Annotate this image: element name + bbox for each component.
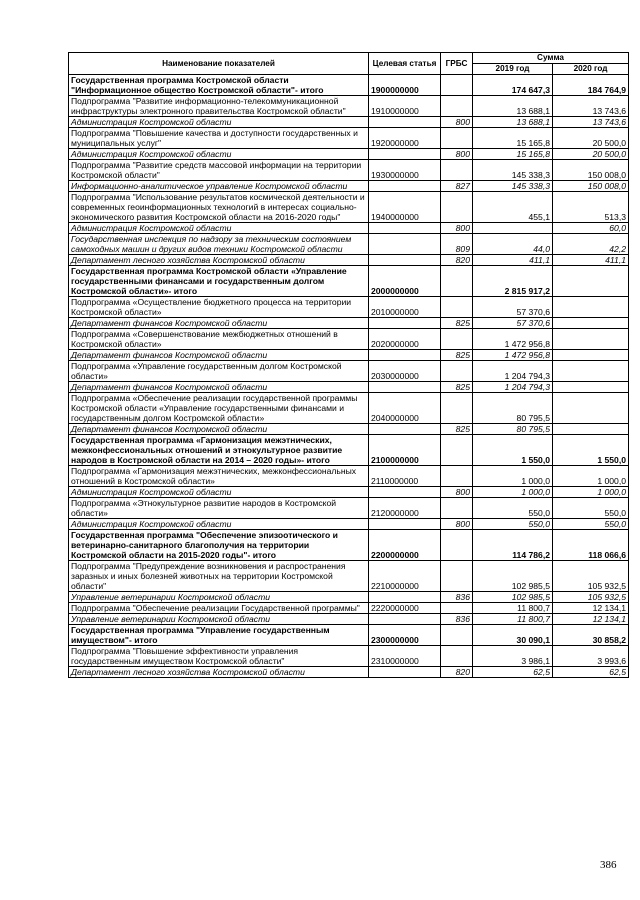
- row-name-cell: Государственная инспекция по надзору за техническим состоянием самоходных машин и других видов техники Костромской области: [69, 234, 369, 255]
- row-name-cell: Государственная программа «Гармонизация межэтнических, межконфессиональных отношений и этнокультурное развитие народов в Костромской области на 2014 – 2020 годы»- итого: [69, 435, 369, 466]
- header-year-2020: 2020 год: [553, 64, 629, 75]
- row-code-cell: 1910000000: [369, 96, 441, 117]
- row-2019-cell: 145 338,3: [473, 160, 553, 181]
- row-2020-cell: 20 500,0: [553, 149, 629, 160]
- row-code-cell: 2120000000: [369, 498, 441, 519]
- row-grbs-cell: [441, 530, 473, 561]
- row-name-cell: Подпрограмма «Этнокультурное развитие народов в Костромской области»: [69, 498, 369, 519]
- row-2020-cell: [553, 393, 629, 424]
- row-code-cell: [369, 181, 441, 192]
- table-row: [69, 75, 629, 96]
- row-name-cell: Администрация Костромской области: [69, 149, 369, 160]
- row-2019-cell: 1 000,0: [473, 466, 553, 487]
- table-row: [69, 625, 629, 646]
- row-grbs-cell: 800: [441, 149, 473, 160]
- row-2019-cell: 1 000,0: [473, 487, 553, 498]
- row-2020-cell: 62,5: [553, 667, 629, 678]
- table-row: [69, 466, 629, 487]
- row-code-cell: 1920000000: [369, 128, 441, 149]
- row-name-cell: Департамент лесного хозяйства Костромской области: [69, 667, 369, 678]
- row-grbs-cell: [441, 625, 473, 646]
- row-name-cell: Администрация Костромской области: [69, 487, 369, 498]
- row-name-cell: Государственная программа Костромской области «Управление государственными финансами и государственным долгом Костромской области»- итого: [69, 266, 369, 297]
- row-code-cell: 2210000000: [369, 561, 441, 592]
- table-row: [69, 382, 629, 393]
- row-2020-cell: 13 743,6: [553, 96, 629, 117]
- row-2019-cell: 145 338,3: [473, 181, 553, 192]
- row-2020-cell: 150 008,0: [553, 181, 629, 192]
- row-grbs-cell: 836: [441, 592, 473, 603]
- row-code-cell: 2310000000: [369, 646, 441, 667]
- row-grbs-cell: [441, 128, 473, 149]
- row-grbs-cell: 825: [441, 424, 473, 435]
- table-header-row: [69, 53, 629, 64]
- row-2020-cell: [553, 266, 629, 297]
- row-grbs-cell: 820: [441, 667, 473, 678]
- row-2020-cell: [553, 318, 629, 329]
- row-2019-cell: 114 786,2: [473, 530, 553, 561]
- row-code-cell: [369, 382, 441, 393]
- table-row: [69, 350, 629, 361]
- row-2020-cell: 1 000,0: [553, 466, 629, 487]
- table-row: [69, 329, 629, 350]
- row-name-cell: Департамент финансов Костромской области: [69, 382, 369, 393]
- row-grbs-cell: [441, 561, 473, 592]
- row-2020-cell: [553, 424, 629, 435]
- row-code-cell: [369, 350, 441, 361]
- row-grbs-cell: 825: [441, 318, 473, 329]
- table-row: [69, 667, 629, 678]
- row-code-cell: 2200000000: [369, 530, 441, 561]
- row-grbs-cell: [441, 646, 473, 667]
- row-code-cell: 1930000000: [369, 160, 441, 181]
- row-code-cell: [369, 255, 441, 266]
- row-2020-cell: [553, 297, 629, 318]
- row-code-cell: [369, 424, 441, 435]
- table-row: [69, 424, 629, 435]
- row-2019-cell: 1 550,0: [473, 435, 553, 466]
- row-name-cell: Подпрограмма «Осуществление бюджетного процесса на территории Костромской области»: [69, 297, 369, 318]
- row-2020-cell: [553, 329, 629, 350]
- row-name-cell: Информационно-аналитическое управление Костромской области: [69, 181, 369, 192]
- table-row: [69, 192, 629, 223]
- table-row: [69, 592, 629, 603]
- table-row: [69, 393, 629, 424]
- row-name-cell: Департамент финансов Костромской области: [69, 350, 369, 361]
- row-grbs-cell: 809: [441, 234, 473, 255]
- table-row: [69, 361, 629, 382]
- row-code-cell: 2020000000: [369, 329, 441, 350]
- row-grbs-cell: 827: [441, 181, 473, 192]
- table-row: [69, 603, 629, 614]
- row-2020-cell: 105 932,5: [553, 561, 629, 592]
- row-name-cell: Подпрограмма "Развитие средств массовой информации на территории Костромской области": [69, 160, 369, 181]
- table-row: [69, 614, 629, 625]
- row-grbs-cell: [441, 361, 473, 382]
- row-name-cell: Управление ветеринарии Костромской области: [69, 614, 369, 625]
- table-row: [69, 255, 629, 266]
- row-2020-cell: 12 134,1: [553, 603, 629, 614]
- row-name-cell: Подпрограмма "Повышение эффективности управления государственным имуществом Костромской области": [69, 646, 369, 667]
- row-code-cell: [369, 519, 441, 530]
- table-row: [69, 117, 629, 128]
- table-row: [69, 561, 629, 592]
- table-row: [69, 435, 629, 466]
- row-code-cell: 2030000000: [369, 361, 441, 382]
- table-row: [69, 234, 629, 255]
- row-code-cell: 1940000000: [369, 192, 441, 223]
- row-name-cell: Подпрограмма «Гармонизация межэтнических, межконфессиональных отношений в Костромской области»: [69, 466, 369, 487]
- row-grbs-cell: [441, 75, 473, 96]
- row-code-cell: 2010000000: [369, 297, 441, 318]
- row-2019-cell: 102 985,5: [473, 592, 553, 603]
- row-2020-cell: 513,3: [553, 192, 629, 223]
- row-2019-cell: 3 986,1: [473, 646, 553, 667]
- row-2019-cell: 44,0: [473, 234, 553, 255]
- header-code: Целевая статья: [369, 53, 441, 75]
- header-name: Наименование показателей: [69, 53, 369, 75]
- row-2019-cell: 62,5: [473, 667, 553, 678]
- row-name-cell: Подпрограмма "Использование результатов космической деятельности и современных геоинформационных технологий в интересах социально-экономического развития Костромской области на 2016-2020 годы": [69, 192, 369, 223]
- row-2019-cell: 1 204 794,3: [473, 382, 553, 393]
- row-name-cell: Подпрограмма «Совершенствование межбюджетных отношений в Костромской области»: [69, 329, 369, 350]
- row-code-cell: [369, 487, 441, 498]
- row-2020-cell: 12 134,1: [553, 614, 629, 625]
- row-2019-cell: 80 795,5: [473, 393, 553, 424]
- row-2019-cell: 11 800,7: [473, 603, 553, 614]
- table-row: [69, 498, 629, 519]
- row-code-cell: 2110000000: [369, 466, 441, 487]
- row-2019-cell: 57 370,6: [473, 318, 553, 329]
- row-name-cell: Администрация Костромской области: [69, 519, 369, 530]
- row-2020-cell: 13 743,6: [553, 117, 629, 128]
- row-code-cell: 2100000000: [369, 435, 441, 466]
- row-2020-cell: 30 858,2: [553, 625, 629, 646]
- row-2020-cell: 1 550,0: [553, 435, 629, 466]
- row-2019-cell: 11 800,7: [473, 614, 553, 625]
- row-grbs-cell: [441, 329, 473, 350]
- row-2019-cell: 1 472 956,8: [473, 350, 553, 361]
- row-code-cell: 2040000000: [369, 393, 441, 424]
- row-grbs-cell: [441, 297, 473, 318]
- row-2020-cell: 3 993,6: [553, 646, 629, 667]
- row-grbs-cell: 800: [441, 223, 473, 234]
- row-code-cell: 2220000000: [369, 603, 441, 614]
- table-row: [69, 128, 629, 149]
- row-grbs-cell: 820: [441, 255, 473, 266]
- row-name-cell: Департамент финансов Костромской области: [69, 318, 369, 329]
- row-grbs-cell: [441, 160, 473, 181]
- row-name-cell: Подпрограмма «Обеспечение реализации государственной программы Костромской области «Управление государственными финансами и государственным долгом Костромской области»: [69, 393, 369, 424]
- row-2019-cell: 174 647,3: [473, 75, 553, 96]
- row-name-cell: Департамент лесного хозяйства Костромской области: [69, 255, 369, 266]
- row-2020-cell: 42,2: [553, 234, 629, 255]
- row-2019-cell: 1 204 794,3: [473, 361, 553, 382]
- row-grbs-cell: [441, 96, 473, 117]
- row-code-cell: [369, 149, 441, 160]
- table-row: [69, 297, 629, 318]
- table-row: [69, 646, 629, 667]
- row-name-cell: Управление ветеринарии Костромской области: [69, 592, 369, 603]
- row-2020-cell: 550,0: [553, 498, 629, 519]
- row-2020-cell: 60,0: [553, 223, 629, 234]
- row-grbs-cell: 800: [441, 487, 473, 498]
- row-code-cell: [369, 117, 441, 128]
- row-2019-cell: 102 985,5: [473, 561, 553, 592]
- page-number: 386: [600, 859, 617, 871]
- row-2019-cell: 1 472 956,8: [473, 329, 553, 350]
- row-code-cell: 2300000000: [369, 625, 441, 646]
- row-code-cell: [369, 667, 441, 678]
- table-row: [69, 223, 629, 234]
- row-name-cell: Подпрограмма «Управление государственным долгом Костромской области»: [69, 361, 369, 382]
- row-2020-cell: 105 932,5: [553, 592, 629, 603]
- row-grbs-cell: 825: [441, 382, 473, 393]
- row-name-cell: Подпрограмма "Развитие информационно-телекоммуникационной инфраструктуры электронного правительства Костромской области": [69, 96, 369, 117]
- row-name-cell: Государственная программа "Обеспечение эпизоотического и ветеринарно-санитарного благополучия на территории Костромской области на 2015-2020 годы"- итого: [69, 530, 369, 561]
- row-name-cell: Государственная программа Костромской области "Информационное общество Костромской области"- итого: [69, 75, 369, 96]
- row-name-cell: Подпрограмма "Предупреждение возникновения и распространения заразных и иных болезней животных на территории Костромской области": [69, 561, 369, 592]
- table-row: [69, 318, 629, 329]
- row-grbs-cell: [441, 266, 473, 297]
- header-sum: Сумма: [473, 53, 629, 64]
- table-row: [69, 160, 629, 181]
- table-row: [69, 519, 629, 530]
- row-2020-cell: [553, 361, 629, 382]
- row-grbs-cell: 825: [441, 350, 473, 361]
- row-2019-cell: 15 165,8: [473, 128, 553, 149]
- table-row: [69, 181, 629, 192]
- row-grbs-cell: [441, 435, 473, 466]
- row-2019-cell: 15 165,8: [473, 149, 553, 160]
- row-name-cell: Департамент финансов Костромской области: [69, 424, 369, 435]
- budget-table: [68, 52, 629, 678]
- row-name-cell: Государственная программа "Управление государственным имуществом"- итого: [69, 625, 369, 646]
- row-grbs-cell: [441, 393, 473, 424]
- row-code-cell: [369, 318, 441, 329]
- row-2019-cell: 80 795,5: [473, 424, 553, 435]
- row-code-cell: [369, 223, 441, 234]
- row-code-cell: [369, 614, 441, 625]
- row-2019-cell: 550,0: [473, 519, 553, 530]
- row-2019-cell: [473, 223, 553, 234]
- row-2020-cell: 118 066,6: [553, 530, 629, 561]
- row-name-cell: Администрация Костромской области: [69, 117, 369, 128]
- row-grbs-cell: [441, 466, 473, 487]
- table-row: [69, 487, 629, 498]
- row-grbs-cell: [441, 603, 473, 614]
- row-2020-cell: [553, 382, 629, 393]
- row-2019-cell: 455,1: [473, 192, 553, 223]
- row-2019-cell: 2 815 917,2: [473, 266, 553, 297]
- row-2019-cell: 13 688,1: [473, 96, 553, 117]
- row-grbs-cell: 800: [441, 117, 473, 128]
- table-row: [69, 530, 629, 561]
- row-grbs-cell: 800: [441, 519, 473, 530]
- row-2020-cell: [553, 350, 629, 361]
- row-2020-cell: 411,1: [553, 255, 629, 266]
- table-row: [69, 149, 629, 160]
- row-grbs-cell: [441, 192, 473, 223]
- row-2020-cell: 550,0: [553, 519, 629, 530]
- row-2020-cell: 1 000,0: [553, 487, 629, 498]
- header-grbs: ГРБС: [441, 53, 473, 75]
- row-2019-cell: 550,0: [473, 498, 553, 519]
- row-grbs-cell: 836: [441, 614, 473, 625]
- header-year-2019: 2019 год: [473, 64, 553, 75]
- row-name-cell: Подпрограмма "Обеспечение реализации Государственной программы": [69, 603, 369, 614]
- row-2019-cell: 30 090,1: [473, 625, 553, 646]
- row-2020-cell: 150 008,0: [553, 160, 629, 181]
- row-2019-cell: 13 688,1: [473, 117, 553, 128]
- table-body: [69, 75, 629, 678]
- row-code-cell: 1900000000: [369, 75, 441, 96]
- row-2020-cell: 20 500,0: [553, 128, 629, 149]
- row-2020-cell: 184 764,9: [553, 75, 629, 96]
- row-2019-cell: 57 370,6: [473, 297, 553, 318]
- row-grbs-cell: [441, 498, 473, 519]
- row-name-cell: Администрация Костромской области: [69, 223, 369, 234]
- row-code-cell: 2000000000: [369, 266, 441, 297]
- row-code-cell: [369, 234, 441, 255]
- row-name-cell: Подпрограмма "Повышение качества и доступности государственных и муниципальных услуг": [69, 128, 369, 149]
- table-row: [69, 96, 629, 117]
- row-code-cell: [369, 592, 441, 603]
- row-2019-cell: 411,1: [473, 255, 553, 266]
- table-row: [69, 266, 629, 297]
